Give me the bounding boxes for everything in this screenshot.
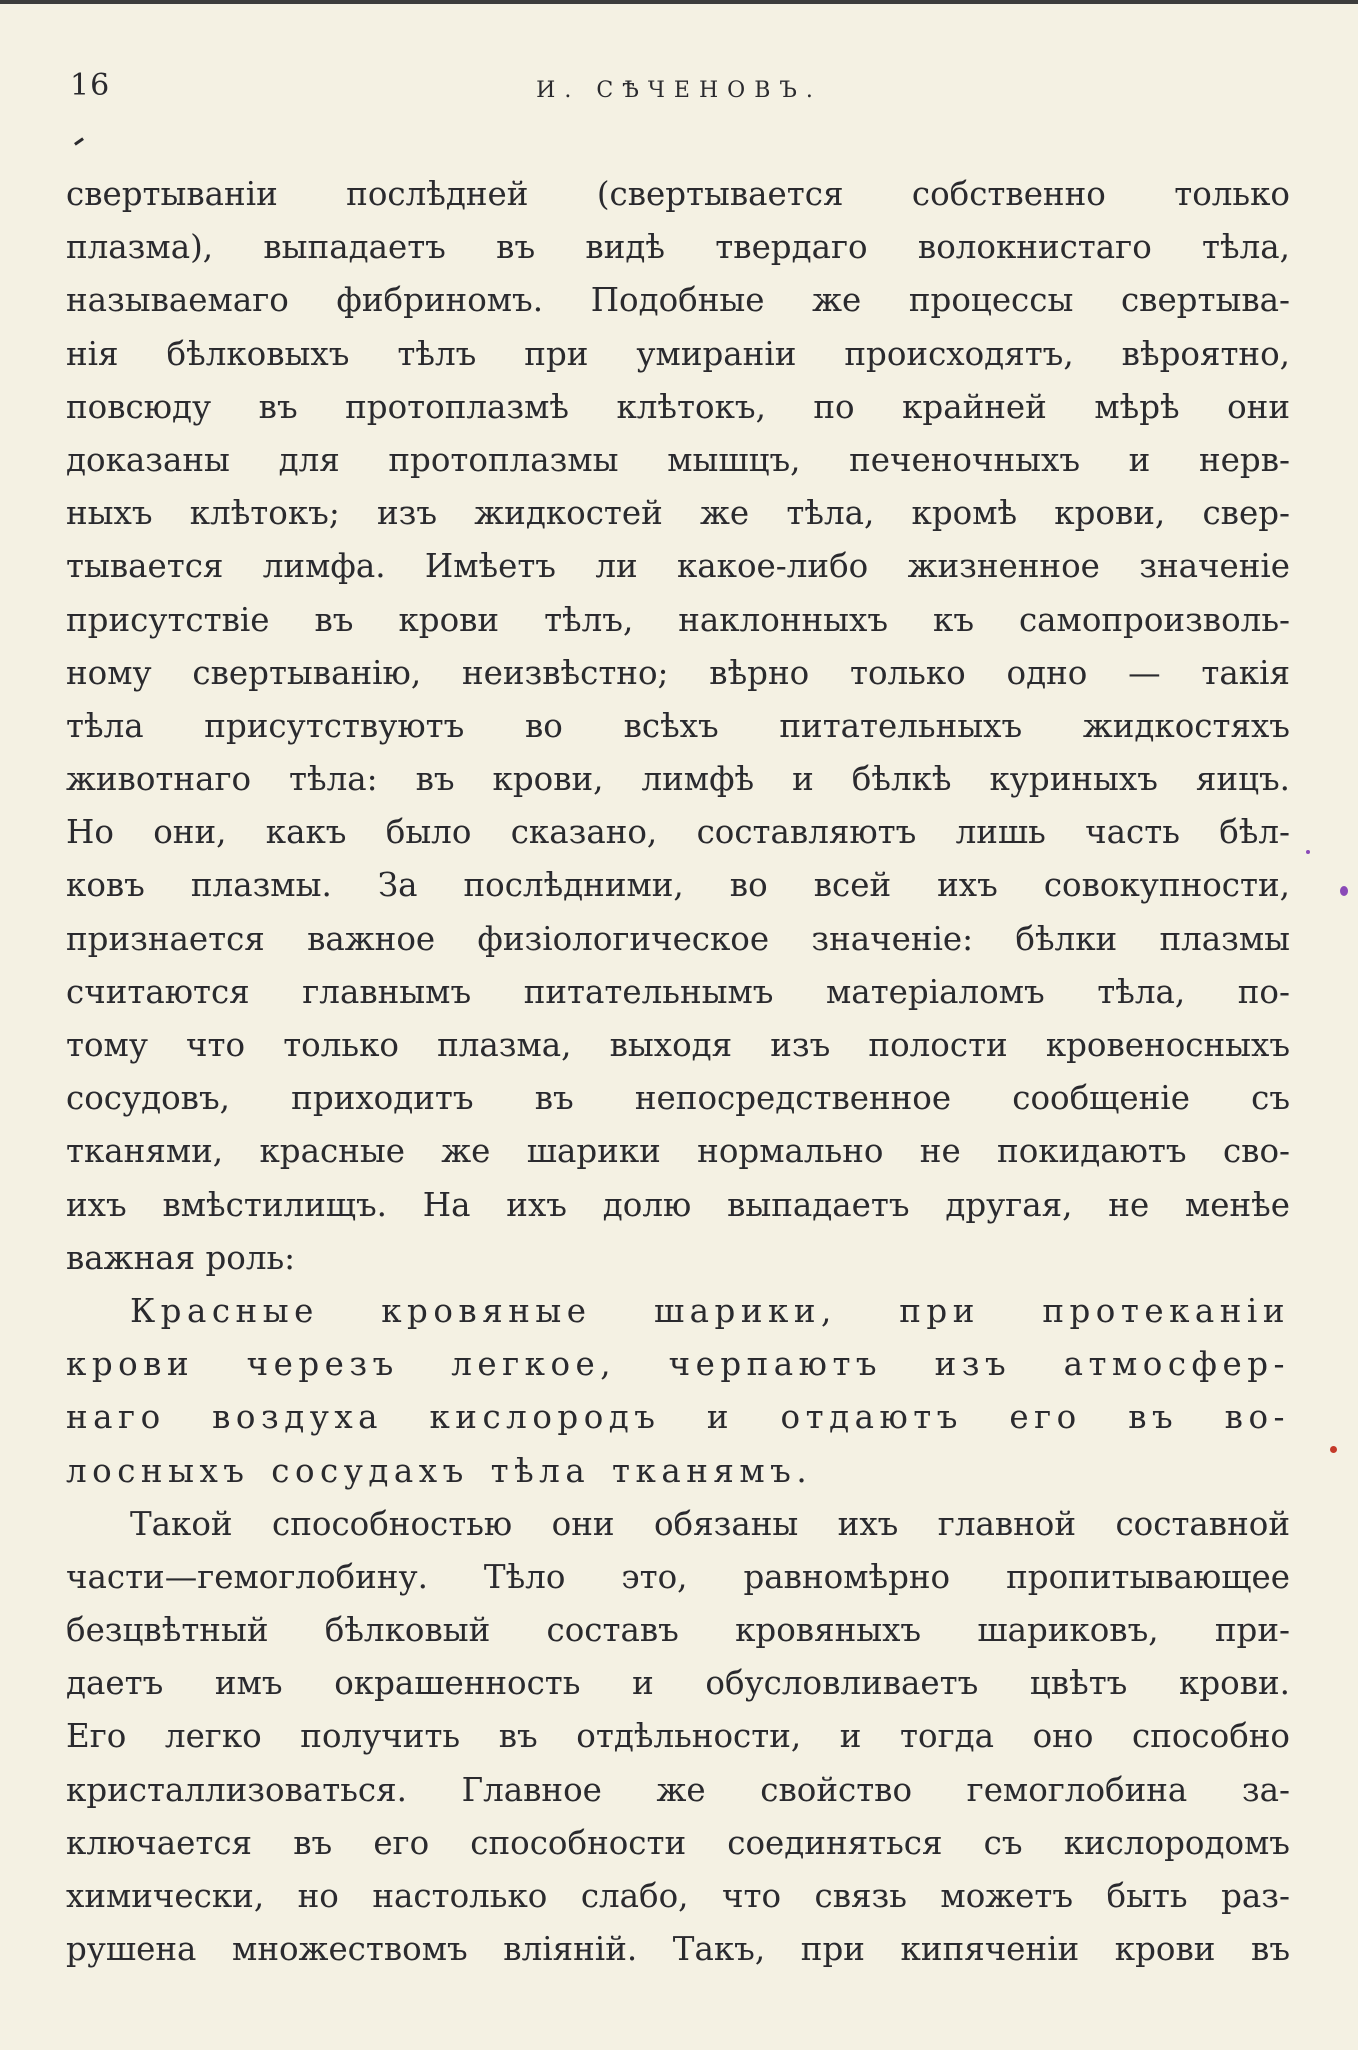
text-line: части—гемоглобину. Тѣло это, равномѣрно пропитывающее — [66, 1557, 1290, 1596]
text-line: Такой способностью они обязаны ихъ главной составной — [130, 1504, 1290, 1543]
text-line: животнаго тѣла: въ крови, лимфѣ и бѣлкѣ куриныхъ яицъ. — [66, 760, 1290, 799]
page-number: 16 — [70, 68, 111, 103]
text-line: присутствіе въ крови тѣлъ, наклонныхъ къ самопроизволь- — [66, 600, 1290, 639]
text-line: свертываніи послѣдней (свертывается собственно только — [66, 175, 1290, 213]
red-ink-speck — [1330, 1446, 1337, 1453]
text-line: ному свертыванію, неизвѣстно; вѣрно только одно — такія — [66, 653, 1290, 692]
text-line: сосудовъ, приходитъ въ непосредственное сообщеніе съ — [66, 1079, 1290, 1118]
text-line: считаются главнымъ питательнымъ матеріаломъ тѣла, по- — [66, 972, 1290, 1011]
text-line: рушена множествомъ вліяній. Такъ, при кипяченіи крови въ — [66, 1930, 1290, 1969]
text-line: ключается въ его способности соединяться съ кислородомъ — [66, 1823, 1290, 1862]
text-line: лосныхъ сосудахъ тѣла тканямъ. — [66, 1451, 813, 1490]
text-line: тывается лимфа. Имѣетъ ли какое-либо жизненное значеніе — [66, 547, 1290, 586]
paragraph-continuation — [66, 168, 1290, 1285]
text-line: Но они, какъ было сказано, составляютъ лишь часть бѣл- — [66, 813, 1290, 852]
text-line: тѣла присутствуютъ во всѣхъ питательныхъ жидкостяхъ — [66, 706, 1290, 745]
text-line: плазма), выпадаетъ въ видѣ твердаго волокнистаго тѣла, — [66, 228, 1290, 267]
text-line: химически, но настолько слабо, что связь можетъ быть раз- — [66, 1877, 1290, 1915]
text-line: кристаллизоваться. Главное же свойство гемоглобина за- — [66, 1770, 1290, 1809]
text-line: безцвѣтный бѣлковый составъ кровяныхъ шариковъ, при- — [66, 1611, 1290, 1650]
text-line: нія бѣлковыхъ тѣлъ при умираніи происходятъ, вѣроятно, — [66, 334, 1290, 373]
text-line: называемаго фибриномъ. Подобные же процессы свертыва- — [66, 281, 1290, 320]
top-edge-rule — [0, 0, 1358, 4]
paragraph-hemoglobin — [66, 1498, 1290, 1977]
text-line: повсюду въ протоплазмѣ клѣтокъ, по крайней мѣрѣ они — [66, 387, 1290, 426]
text-line: тому что только плазма, выходя изъ полости кровеносныхъ — [66, 1026, 1290, 1064]
text-line: Его легко получить въ отдѣльности, и тогда оно способно — [66, 1717, 1290, 1756]
text-line: наго воздуха кислородъ и отдаютъ его въ во- — [66, 1398, 1290, 1437]
text-line: Красные кровяные шарики, при протеканіи — [130, 1291, 1290, 1330]
purple-ink-dot — [1306, 850, 1310, 854]
text-line: ковъ плазмы. За послѣдними, во всей ихъ совокупности, — [66, 866, 1290, 905]
text-line: крови черезъ легкое, черпаютъ изъ атмосфер- — [66, 1345, 1290, 1384]
text-line: тканями, красные же шарики нормально не покидаютъ сво- — [66, 1132, 1290, 1171]
text-line: даетъ имъ окрашенность и обусловливаетъ цвѣтъ крови. — [66, 1664, 1290, 1703]
text-line: доказаны для протоплазмы мышцъ, печеночныхъ и нерв- — [66, 440, 1290, 479]
ink-tick-mark — [74, 137, 84, 145]
text-line: ныхъ клѣтокъ; изъ жидкостей же тѣла, кромѣ крови, свер- — [66, 494, 1290, 533]
purple-ink-speck — [1340, 886, 1348, 896]
text-line: ихъ вмѣстилищъ. На ихъ долю выпадаетъ другая, не менѣе — [66, 1185, 1290, 1224]
text-line: признается важное физіологическое значеніе: бѣлки плазмы — [66, 919, 1290, 958]
text-line: важная роль: — [66, 1238, 296, 1277]
running-head: И. СѢЧЕНОВЪ. — [536, 78, 822, 103]
body-text — [66, 168, 1290, 1976]
paragraph-spaced-emphasis — [66, 1285, 1290, 1498]
